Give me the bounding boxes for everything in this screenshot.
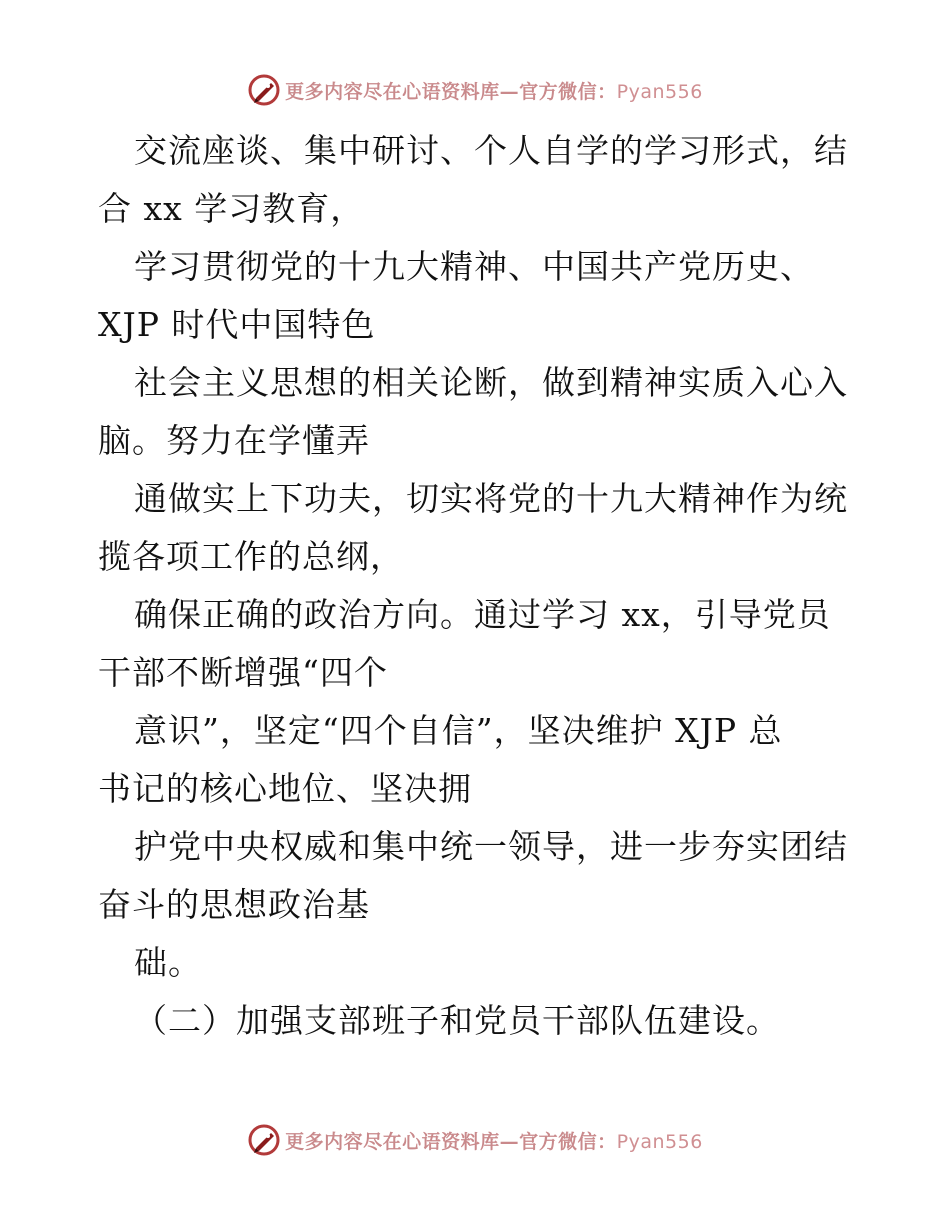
watermark-text: 更多内容尽在心语资料库—官方微信：Pyan556 xyxy=(285,1130,703,1153)
watermark-text: 更多内容尽在心语资料库—官方微信：Pyan556 xyxy=(285,80,703,103)
body-line: （二）加强支部班子和党员干部队伍建设。 xyxy=(134,1001,780,1040)
watermark-contact: Pyan556 xyxy=(616,1130,703,1153)
body-line: 奋斗的思想政治基 xyxy=(98,885,370,924)
body-line: 通做实上下功夫，切实将党的十九大精神作为统 xyxy=(134,479,848,518)
watermark-contact: Pyan556 xyxy=(616,80,703,103)
body-line: 干部不断增强“四个 xyxy=(98,653,388,692)
pen-logo-icon xyxy=(247,1123,281,1157)
body-line: 交流座谈、集中研讨、个人自学的学习形式，结 xyxy=(134,131,848,170)
body-line: 社会主义思想的相关论断，做到精神实质入心入 xyxy=(134,363,848,402)
body-line: 护党中央权威和集中统一领导，进一步夯实团结 xyxy=(134,827,848,866)
pen-logo-icon xyxy=(247,73,281,107)
body-line: 意识”，坚定“四个自信”，坚决维护 XJP 总 xyxy=(134,711,783,750)
body-line: 脑。努力在学懂弄 xyxy=(98,421,370,460)
body-line: XJP 时代中国特色 xyxy=(98,305,376,344)
body-line: 揽各项工作的总纲， xyxy=(98,537,404,576)
body-line: 书记的核心地位、坚决拥 xyxy=(98,769,472,808)
body-line: 确保正确的政治方向。通过学习 xx，引导党员 xyxy=(134,595,831,634)
body-line: 合 xx 学习教育， xyxy=(98,189,365,228)
body-line: 学习贯彻党的十九大精神、中国共产党历史、 xyxy=(134,247,814,286)
footer-watermark xyxy=(0,1120,950,1160)
body-line: 础。 xyxy=(134,943,202,982)
header-watermark xyxy=(0,70,950,110)
document-body xyxy=(98,122,858,1050)
